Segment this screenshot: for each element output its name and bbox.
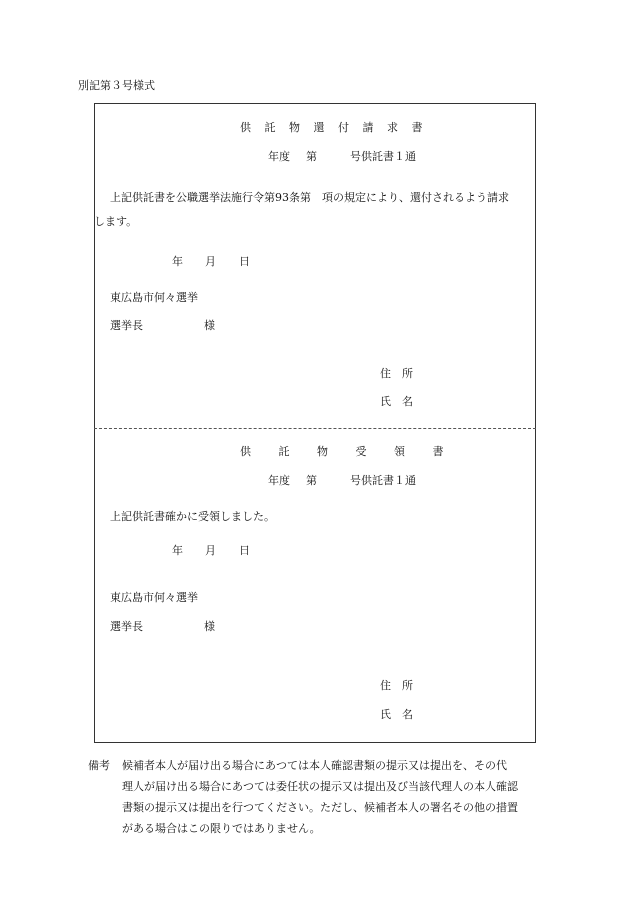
receipt-name-label: 氏 名	[380, 708, 413, 721]
remarks-line-4: がある場合はこの限りではありません。	[122, 822, 321, 835]
request-body-line2: します。	[94, 215, 138, 228]
receipt-ref-no: 第	[306, 474, 317, 487]
request-body-line1: 上記供託書を公職選挙法施行令第93条第 項の規定により、還付されるよう請求	[110, 191, 509, 204]
cut-line	[94, 428, 536, 429]
request-ref-year: 年度	[268, 150, 290, 163]
receipt-addressee-honorific: 様	[204, 620, 215, 633]
receipt-ref-year: 年度	[268, 474, 290, 487]
request-date-year: 年	[172, 255, 183, 268]
request-ref-no: 第	[306, 150, 317, 163]
receipt-addressee-line1: 東広島市何々選挙	[110, 591, 198, 604]
receipt-body-line1: 上記供託書確かに受領しました。	[110, 510, 275, 523]
request-title: 供 託 物 還 付 請 求 書	[240, 121, 428, 134]
request-addressee-honorific: 様	[204, 319, 215, 332]
receipt-title: 供 託 物 受 領 書	[240, 445, 456, 458]
receipt-ref-suffix: 号供託書１通	[350, 474, 416, 487]
receipt-addressee-line2: 選挙長	[110, 620, 143, 633]
request-name-label: 氏 名	[380, 395, 413, 408]
request-ref-suffix: 号供託書１通	[350, 150, 416, 163]
receipt-date-day: 日	[239, 544, 250, 557]
request-date-day: 日	[239, 255, 250, 268]
receipt-date-month: 月	[205, 544, 216, 557]
remarks-label: 備考	[88, 759, 110, 772]
request-date-month: 月	[205, 255, 216, 268]
request-address-label: 住 所	[380, 367, 413, 380]
remarks-line-2: 理人が届け出る場合にあつては委任状の提示又は提出及び当該代理人の本人確認	[122, 780, 518, 793]
receipt-address-label: 住 所	[380, 679, 413, 692]
form-label: 別記第３号様式	[78, 79, 155, 92]
remarks-line-3: 書類の提示又は提出を行つてください。ただし、候補者本人の署名その他の措置	[122, 801, 518, 814]
request-addressee-line2: 選挙長	[110, 319, 143, 332]
remarks-body	[122, 755, 543, 839]
receipt-date-year: 年	[172, 544, 183, 557]
request-addressee-line1: 東広島市何々選挙	[110, 291, 198, 304]
remarks-line-1: 候補者本人が届け出る場合にあつては本人確認書類の提示又は提出を、その代	[122, 759, 507, 772]
